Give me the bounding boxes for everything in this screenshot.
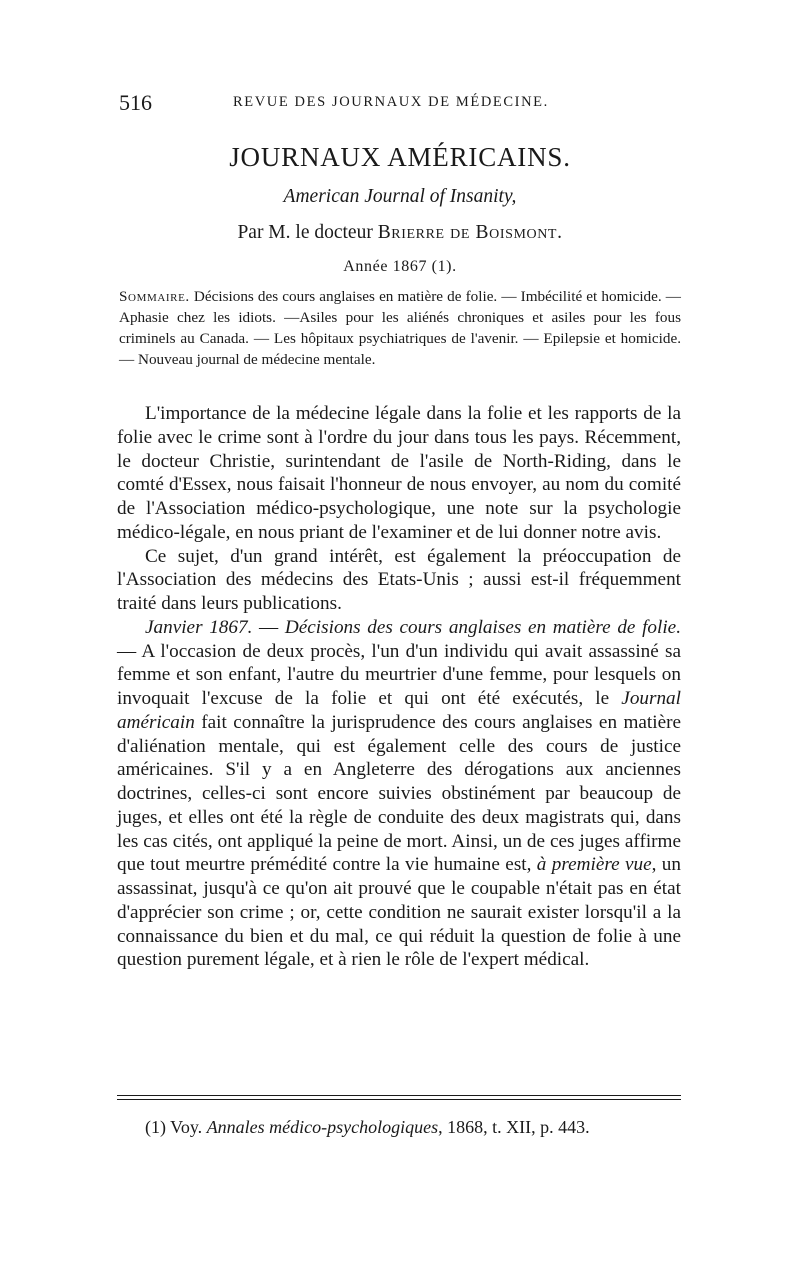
footnote-text-a: Voy.	[166, 1117, 207, 1137]
paragraph-1: L'importance de la médecine légale dans la folie et les rapports de la folie avec le crime sont à l'ordre du jour dans tous les pays. Récemment, le docteur Christie, surintendant de l'asile de North-Riding, dans le comté d'Essex, nous faisait l'honneur de nous envoyer, au nom du comité de l'Association médico-psychologique, une note sur la psychologie médico-légale, en nous priant de l'examiner et de lui donner notre avis.	[117, 403, 681, 543]
running-title: REVUE DES JOURNAUX DE MÉDECINE.	[233, 94, 549, 110]
summary-label: Sommaire.	[119, 288, 190, 305]
summary	[119, 286, 681, 370]
paragraph-3-text-b: fait connaître la jurisprudence des cours anglaises en matière d'aliénation mentale, qui est également celle des cours de justice américaines. S'il y a en Angleterre des dérogations aux anciennes doctrines, celles-ci sont encore suivies obstinément par beaucoup de juges, et elles ont été la règle de conduite des deux magistrats qui, dans les cas cités, ont appliqué la peine de mort. Ainsi, un de ces juges affirme que tout meurtre prémédité contre la vie humaine est,	[117, 711, 681, 876]
year-line: Année 1867 (1).	[343, 258, 457, 275]
paragraph-2: Ce sujet, d'un grand intérêt, est également la préoccupation de l'Association des médecins des Etats-Unis ; aussi est-il fréquemment traité dans leurs publications.	[117, 545, 681, 614]
footnote-rule-thin	[117, 1099, 681, 1100]
footnote	[145, 1117, 685, 1138]
paragraph-3-premiere-vue: à première vue	[536, 854, 652, 876]
footnote-marker: (1)	[145, 1117, 166, 1137]
footnote-journal: Annales médico-psychologiques	[206, 1117, 439, 1137]
paragraph-3-text-a: — A l'occasion de deux procès, l'un d'un individu qui avait assassiné sa femme et son enfant, l'autre du meurtrier d'une femme, pour lesquels on invoquait l'excuse de la folie et qui ont été exécutés, le	[117, 640, 681, 709]
paragraph-3-date: Janvier 1867.	[145, 616, 253, 638]
article-body	[117, 402, 681, 972]
author-name: Brierre de Boismont.	[377, 222, 563, 243]
author-prefix: Par M. le docteur	[237, 222, 373, 243]
running-header	[119, 90, 679, 120]
author-line	[0, 222, 800, 244]
paragraph-3	[117, 616, 681, 972]
footnote-rule	[117, 1095, 681, 1096]
paragraph-3-text-c: , un assassinat, jusqu'à ce qu'on ait prouvé que le coupable n'était pas en état d'apprécier son crime ; or, cette condition ne saurait exister lorsqu'il a la connaissance du bien et du mal, ce qui réduit la question de folie à une question purement légale, et à rien le rôle de l'expert médical.	[117, 854, 681, 971]
paragraph-3-heading: Décisions des cours anglaises en matière de folie.	[284, 616, 681, 638]
page-number: 516	[119, 90, 152, 115]
section-title: JOURNAUX AMÉRICAINS.	[229, 142, 571, 172]
footnote-text-b: , 1868, t. XII, p. 443.	[438, 1117, 590, 1137]
paragraph-3-dash: —	[252, 616, 285, 638]
journal-name: American Journal of Insanity,	[283, 186, 517, 207]
summary-text: Décisions des cours anglaises en matière de folie. — Imbécilité et homicide. — Aphasie chez les idiots. —Asiles pour les aliénés chroniques et asiles pour les fous criminels au Canada. — Les hôpitaux psychiatriques de l'avenir. — Epilepsie et homicide. — Nouveau journal de médecine mentale.	[119, 288, 681, 368]
paragraph-3-journal: Journal américain	[117, 688, 681, 733]
